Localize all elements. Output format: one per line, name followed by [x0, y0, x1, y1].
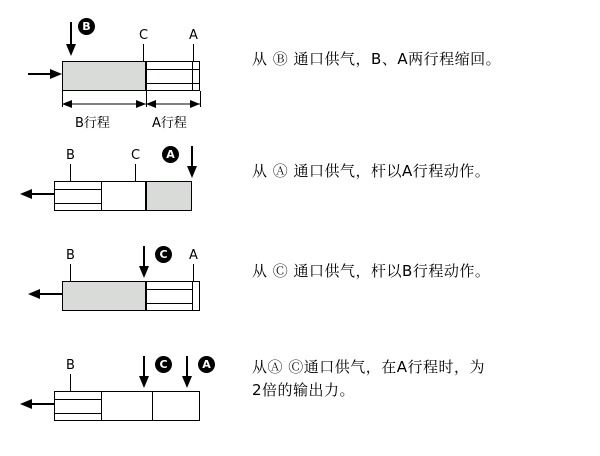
dim-arrow-a-1 [146, 99, 200, 109]
caption-1: 从 Ⓑ 通口供气，B、A两行程缩回。 [252, 50, 502, 68]
flow-arrow-3 [28, 288, 62, 300]
cylinder-body-4 [54, 391, 200, 421]
supply-arrow-a-4 [180, 356, 194, 388]
port-label-b-3: B [66, 248, 75, 263]
supply-arrow-a-2 [185, 146, 199, 178]
port-stem-b-3 [70, 264, 71, 282]
port-stem-a-3 [193, 264, 194, 282]
figure-row-4 [0, 350, 600, 450]
piston-line-right-4 [152, 391, 153, 421]
caption-4-line2: 2倍的输出力。 [252, 381, 356, 399]
dim-label-a-stroke-1: A行程 [152, 116, 187, 131]
dim-arrow-b-1 [62, 99, 146, 109]
port-label-a-3: A [189, 248, 198, 263]
port-label-b-2: B [66, 148, 75, 163]
rod-line-bottom-4 [54, 413, 101, 414]
rod-line-top-4 [54, 399, 101, 400]
port-stem-a-1 [193, 44, 194, 62]
port-label-a-1: A [189, 28, 198, 43]
port-stem-c-2 [135, 164, 136, 182]
rod-line-top-2 [54, 189, 101, 190]
cylinder-chamber-left-3 [62, 281, 146, 311]
port-stem-b-2 [70, 164, 71, 182]
piston-line-2 [101, 181, 102, 211]
dim-label-b-stroke-1: B行程 [75, 116, 110, 131]
port-badge-a-2: A [162, 146, 179, 163]
port-badge-c-4: C [155, 356, 172, 373]
port-badge-c-3: C [155, 246, 172, 263]
port-badge-b-1: B [78, 18, 95, 35]
piston-line-left-4 [101, 391, 102, 421]
piston-line-3 [192, 281, 193, 311]
port-stem-c-1 [143, 44, 144, 62]
flow-arrow-2 [20, 188, 54, 200]
figure-row-1 [0, 6, 600, 136]
figure-row-3 [0, 240, 600, 340]
port-badge-a-4: A [198, 356, 215, 373]
port-stem-b-4 [70, 374, 71, 392]
flow-arrow-1 [28, 68, 62, 80]
rod-line-top-3 [146, 289, 192, 290]
rod-line-bottom-3 [146, 303, 192, 304]
caption-3: 从 Ⓒ 通口供气，杆以B行程动作。 [252, 262, 491, 280]
port-label-c-2: C [131, 148, 141, 163]
cylinder-chamber-left-2 [54, 181, 146, 211]
cylinder-chamber-right-2 [146, 181, 192, 211]
flow-arrow-4 [20, 398, 54, 410]
supply-arrow-b-1 [64, 22, 78, 56]
rod-line-bottom-2 [54, 203, 101, 204]
dim-ext-right-1 [200, 91, 201, 107]
piston-line-1 [192, 61, 193, 91]
supply-arrow-c-3 [137, 246, 151, 278]
figure-row-2 [0, 140, 600, 240]
caption-2: 从 Ⓐ 通口供气，杆以A行程动作。 [252, 162, 491, 180]
port-label-b-4: B [66, 358, 75, 373]
port-label-c-1: C [139, 28, 149, 43]
cylinder-chamber-left-1 [62, 61, 146, 91]
caption-4-line1: 从Ⓐ Ⓒ通口供气，在A行程时，为 [252, 358, 486, 376]
supply-arrow-c-4 [137, 356, 151, 388]
